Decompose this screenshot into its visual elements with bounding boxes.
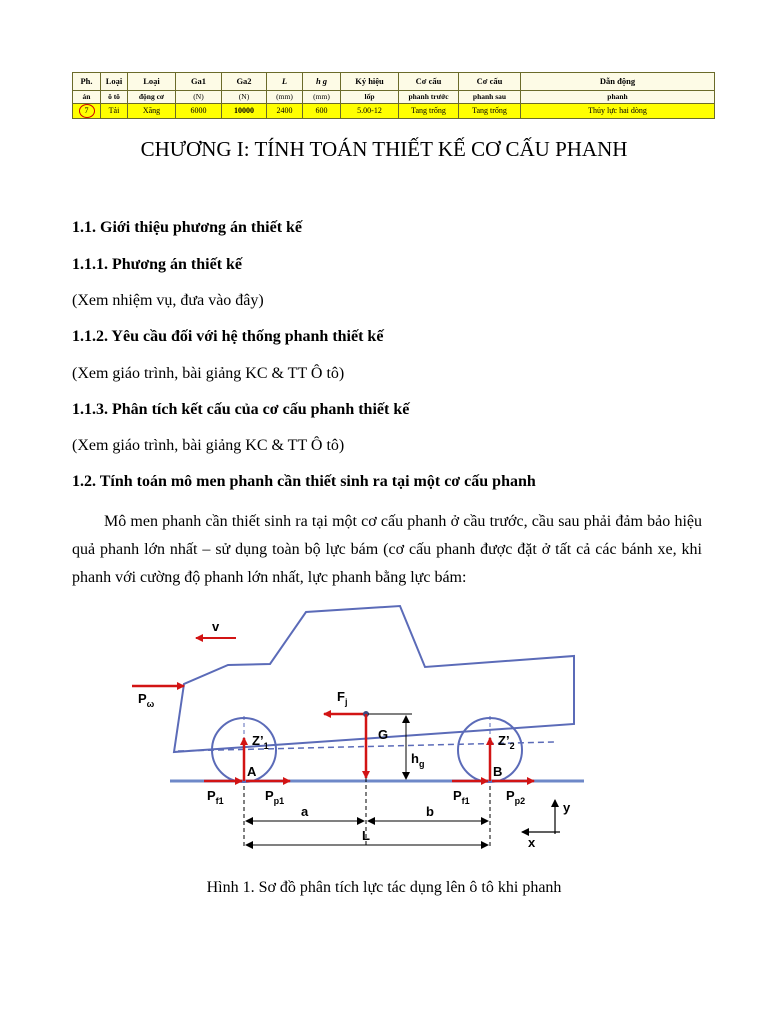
spec-header-cell: L: [267, 73, 303, 91]
spec-data-cell: Thủy lực hai dòng: [521, 104, 715, 119]
velocity-label: v: [212, 619, 220, 634]
spec-header-cell: (mm): [303, 91, 341, 104]
section-heading: 1.1. Giới thiệu phương án thiết kế: [72, 219, 303, 236]
subsection-heading: 1.1.3. Phân tích kết cấu của cơ cấu phanh thiết kế: [72, 401, 410, 418]
spec-data-cell: 2400: [267, 104, 303, 119]
x-axis-label: x: [528, 835, 536, 850]
spec-header-cell: Loại: [101, 73, 128, 91]
spec-header-cell: án: [73, 91, 101, 104]
rear-braking-force-label: $P_{p2}$: [506, 788, 526, 806]
spec-header-cell: Ký hiệu: [341, 73, 399, 91]
subsection-heading: 1.1.2. Yêu cầu đối với hệ thống phanh thiết kế: [72, 328, 384, 345]
spec-header-cell: h g: [303, 73, 341, 91]
spec-data-cell: Tải: [101, 104, 128, 119]
spec-data-cell: Tang trống: [459, 104, 521, 119]
weight-label: G: [378, 727, 389, 742]
spec-data-cell: Tang trống: [399, 104, 459, 119]
spec-header-cell: phanh trước: [399, 91, 459, 104]
dimension-b-label: b: [426, 804, 434, 819]
front-rolling-resistance-label: $P_{f1}$: [207, 788, 224, 806]
rear-rolling-resistance-label: $P_{f1}$: [453, 788, 470, 806]
point-a-label: A: [247, 764, 257, 779]
section-note: (Xem giáo trình, bài giảng KC & TT Ô tô): [72, 365, 345, 382]
spec-header-cell: Loại: [128, 73, 176, 91]
spec-header-cell: (N): [176, 91, 222, 104]
section-note: (Xem nhiệm vụ, đưa vào đây): [72, 292, 264, 309]
subsection-heading: 1.1.1. Phương án thiết kế: [72, 256, 243, 273]
spec-header-cell: phanh sau: [459, 91, 521, 104]
spec-data-cell: 5.00-12: [341, 104, 399, 119]
point-b-label: B: [493, 764, 503, 779]
spec-header-cell: (N): [222, 91, 267, 104]
spec-header-cell: Ga1: [176, 73, 222, 91]
spec-header-cell: ô tô: [101, 91, 128, 104]
air-resistance-label: $P_\omega$: [138, 691, 155, 709]
dimension-l-label: L: [362, 828, 370, 843]
hg-label: $h_g$: [411, 751, 425, 769]
spec-header-cell: động cơ: [128, 91, 176, 104]
spec-data-cell: 10000: [222, 104, 267, 119]
y-axis-label: y: [563, 800, 571, 815]
spec-header-cell: phanh: [521, 91, 715, 104]
spec-header-cell: Cơ cấu: [399, 73, 459, 91]
front-braking-force-label: $P_{p1}$: [265, 788, 285, 806]
rear-normal-reaction-label: $Z’_2$: [498, 733, 515, 751]
section-note: (Xem giáo trình, bài giảng KC & TT Ô tô): [72, 437, 345, 454]
spec-data-cell: 6000: [176, 104, 222, 119]
variant-number-circled: 7: [79, 104, 95, 118]
spec-header-cell: Cơ cấu: [459, 73, 521, 91]
spec-data-cell: Xăng: [128, 104, 176, 119]
section-heading: 1.2. Tính toán mô men phanh cần thiết sinh ra tại một cơ cấu phanh: [72, 473, 536, 490]
inertia-force-label: $F_j$: [337, 689, 348, 707]
front-normal-reaction-label: $Z’_1$: [252, 733, 269, 751]
spec-header-cell: Ph.: [73, 73, 101, 91]
spec-header-cell: (mm): [267, 91, 303, 104]
spec-header-cell: lốp: [341, 91, 399, 104]
body-paragraph: Mô men phanh cần thiết sinh ra tại một cơ cấu phanh ở cầu trước, cầu sau phải đảm bảo hiệu quả phanh lớn nhất – sử dụng toàn bộ lực bám (cơ cấu phanh được đặt ở tất cả các bánh xe, khi phanh với cường độ phanh lớn nhất, lực phanh bằng lực bám:: [72, 513, 702, 586]
spec-data-cell: 600: [303, 104, 341, 119]
spec-header-cell: Dẫn động: [521, 73, 715, 91]
figure-caption: Hình 1. Sơ đồ phân tích lực tác dụng lên ô tô khi phanh: [206, 879, 562, 896]
dimension-a-label: a: [301, 804, 309, 819]
spec-header-cell: Ga2: [222, 73, 267, 91]
chapter-title: CHƯƠNG I: TÍNH TOÁN THIẾT KẾ CƠ CẤU PHANH: [140, 137, 628, 161]
